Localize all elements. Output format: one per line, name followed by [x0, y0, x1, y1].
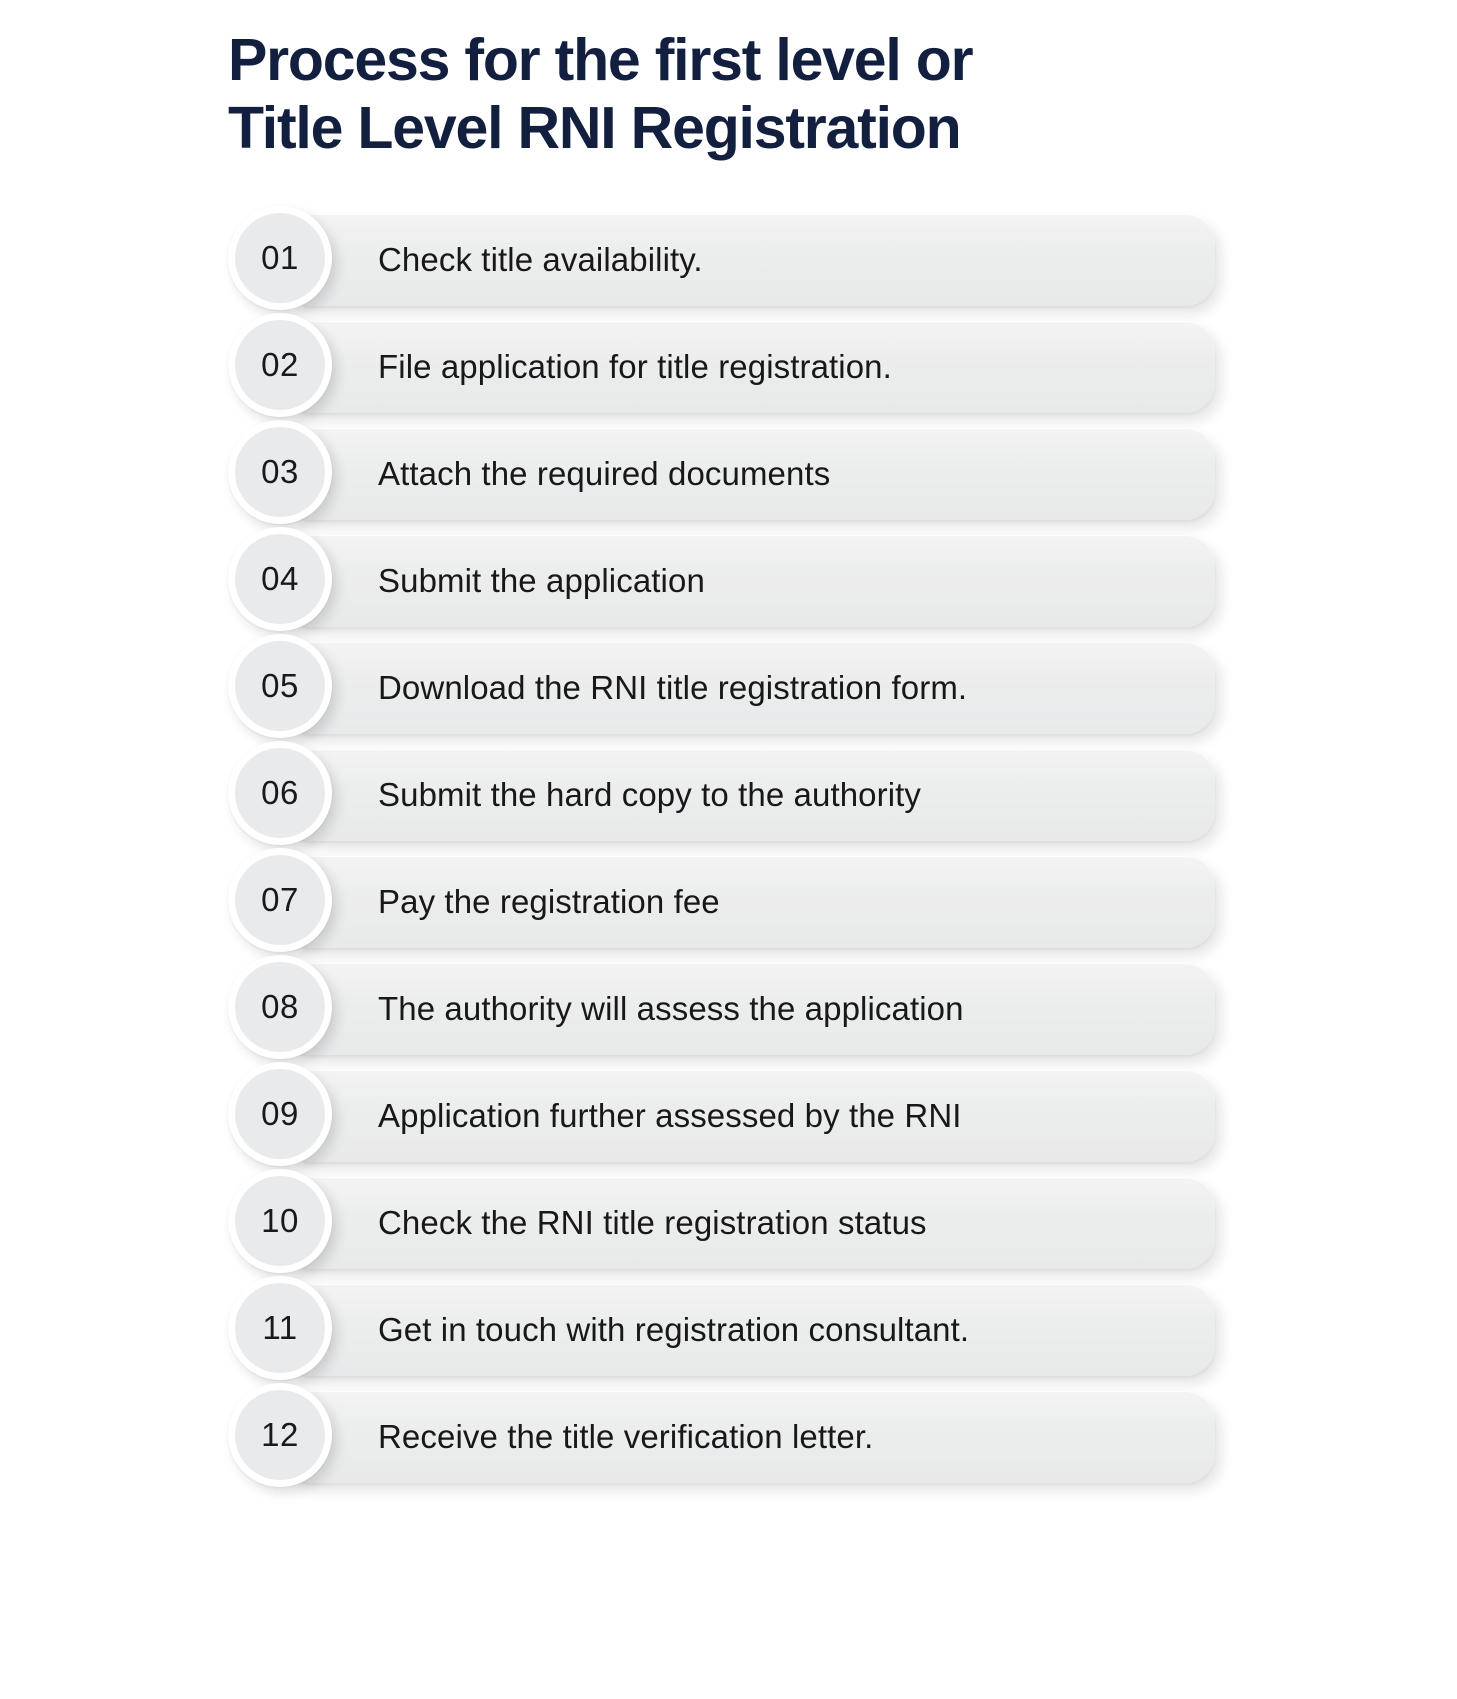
step-label: Application further assessed by the RNI [378, 1097, 962, 1134]
step-bar [283, 321, 1215, 413]
process-step-item [0, 313, 1457, 420]
step-bar [283, 1177, 1215, 1269]
step-bar [283, 535, 1215, 627]
process-step-item [0, 634, 1457, 741]
step-bar [283, 428, 1215, 520]
step-bar [283, 749, 1215, 841]
step-label: Submit the application [378, 562, 705, 599]
process-step-item [0, 1169, 1457, 1276]
step-number-badge [228, 527, 332, 631]
step-label: Check the RNI title registration status [378, 1204, 927, 1241]
step-number-badge [228, 634, 332, 738]
process-step-item [0, 848, 1457, 955]
step-number: 05 [261, 667, 299, 704]
step-label: Get in touch with registration consultant. [378, 1311, 970, 1348]
step-number-badge [228, 420, 332, 524]
step-number-badge [228, 1169, 332, 1273]
step-label: Pay the registration fee [378, 883, 720, 920]
step-number: 01 [261, 239, 299, 276]
step-number-badge [228, 741, 332, 845]
process-step-item [0, 1383, 1457, 1490]
process-step-item [0, 527, 1457, 634]
step-number: 08 [261, 988, 299, 1025]
step-number-badge [228, 1062, 332, 1166]
step-bar [283, 1391, 1215, 1483]
step-number: 11 [262, 1309, 298, 1346]
process-step-item [0, 741, 1457, 848]
step-bar [283, 214, 1215, 306]
step-bar [283, 856, 1215, 948]
process-step-item [0, 206, 1457, 313]
step-label: File application for title registration. [378, 348, 892, 385]
step-number: 02 [261, 346, 299, 383]
step-label: Receive the title verification letter. [378, 1418, 874, 1455]
step-bar [283, 1284, 1215, 1376]
step-number-badge [228, 955, 332, 1059]
step-number-badge [228, 1276, 332, 1380]
process-step-list [0, 206, 1457, 1490]
step-number-badge [228, 206, 332, 310]
page-title-line-2: Title Level RNI Registration [228, 95, 961, 161]
step-label: The authority will assess the application [378, 990, 964, 1027]
step-bar [283, 642, 1215, 734]
process-step-item [0, 1062, 1457, 1169]
page-title [228, 26, 1208, 162]
page-title-line-1: Process for the first level or [228, 27, 973, 93]
step-number: 07 [261, 881, 299, 918]
step-number: 06 [261, 774, 299, 811]
step-number-badge [228, 313, 332, 417]
process-step-item [0, 955, 1457, 1062]
step-number: 09 [261, 1095, 299, 1132]
step-number: 03 [261, 453, 299, 490]
step-number: 04 [261, 560, 299, 597]
step-number: 10 [261, 1202, 299, 1239]
step-number-badge [228, 1383, 332, 1487]
step-label: Attach the required documents [378, 455, 831, 492]
step-number: 12 [261, 1416, 299, 1453]
step-label: Submit the hard copy to the authority [378, 776, 922, 813]
process-step-item [0, 420, 1457, 527]
step-label: Download the RNI title registration form. [378, 669, 968, 706]
step-label: Check title availability. [378, 241, 703, 278]
process-step-item [0, 1276, 1457, 1383]
step-bar [283, 1070, 1215, 1162]
step-bar [283, 963, 1215, 1055]
step-number-badge [228, 848, 332, 952]
